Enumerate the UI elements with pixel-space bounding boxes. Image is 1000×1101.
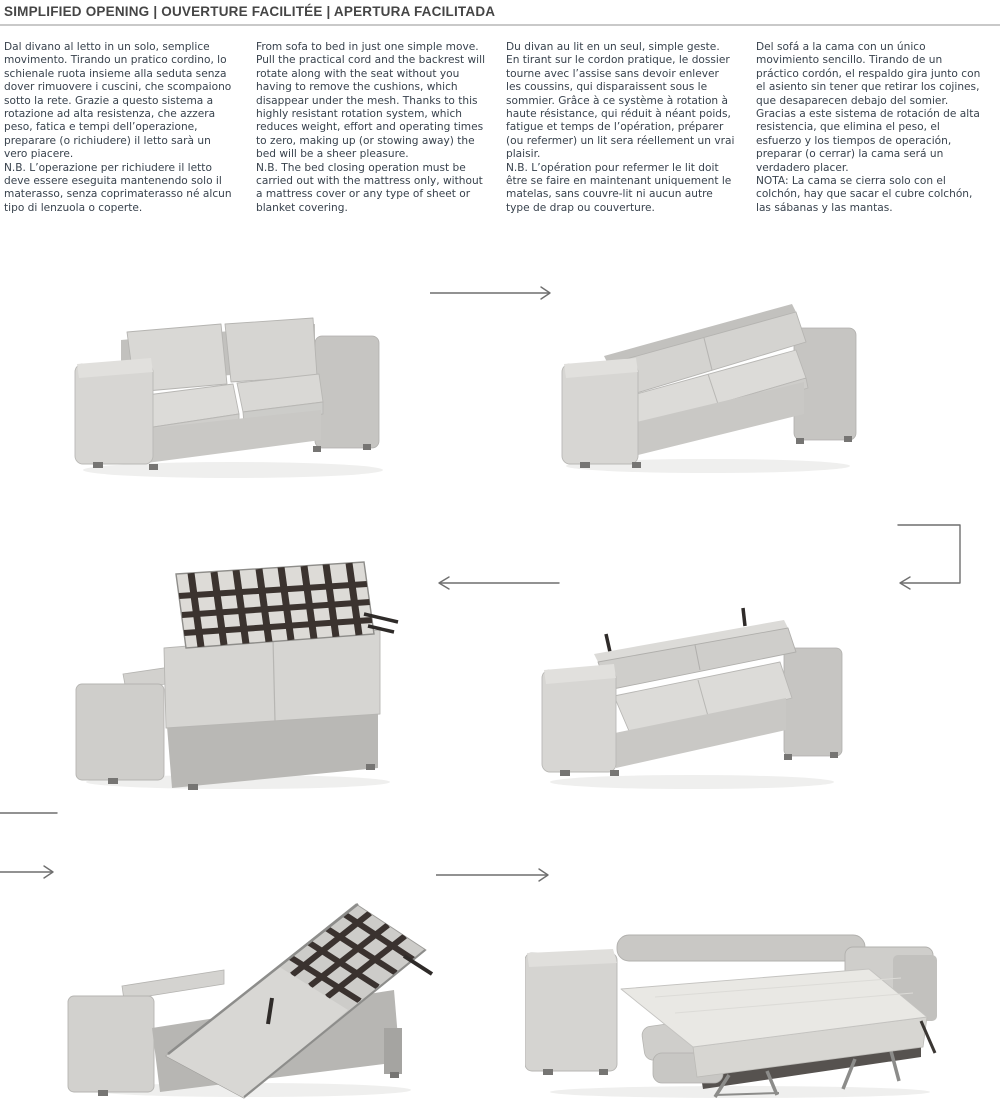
text-column-spanish — [756, 41, 985, 215]
paragraph-note: N.B. The bed closing operation must be carried out with the mattress only, without a mattress cover or any type of sheet or blanket covering. — [256, 161, 483, 214]
sofa-seat-slab-lifting-photo — [540, 600, 852, 792]
u-turn-arrow-right-edge-icon — [894, 518, 968, 594]
paragraph-body: Del sofá a la cama con un único movimiento sencillo. Tirando de un práctico cordón, el respaldo gira junto con el asiento sin tener que retirar los cojines, que desaparecen debajo del somier. Gracias a este sistema de rotación de alta resistencia, que elimina el peso, el esfuerzo y los tiempos de operación, preparar (o cerrar) la cama será un verdadero placer. — [756, 41, 981, 174]
paragraph-body: Dal divano al letto in un solo, semplice movimento. Tirando un pratico cordino, lo schienale ruota insieme alla seduta senza dover rimuovere i cuscini, che scompaiono sotto la rete. Grazie a questo sistema a rotazione ad alta resistenza, che azzera peso, fatica e tempi dell’operazione, preparare (o richiudere) il letto sarà un vero piacere. — [4, 41, 232, 161]
bed-unfolding-diagonal-photo — [64, 878, 442, 1100]
paragraph-note: NOTA: La cama se cierra solo con el colchón, hay que sacar el cubre colchón, las sábanas y las mantas. — [756, 175, 973, 214]
bed-fully-open-photo — [525, 925, 943, 1101]
sofa-rear-mesh-frame-photo — [68, 556, 403, 794]
bed-unfolding-diagonal-illustration — [64, 878, 442, 1100]
arrow-left-icon — [432, 576, 560, 590]
paragraph-body: Du divan au lit en un seul, simple geste. En tirant sur le cordon pratique, le dossier tourne avec l’assise sans devoir enlever les coussins, qui disparaissent sous le sommier. Grâce à ce système à rotation à haute résistance, qui réduit à néant poids, fatigue et temps de l’opération, préparer (ou refermer) un lit sera réellement un vrai plaisir. — [506, 41, 735, 161]
bed-fully-open-illustration — [525, 925, 943, 1101]
arrow-right-icon — [436, 868, 556, 882]
paragraph-note: N.B. L’opération pour refermer le lit doit être se faire en maintenant uniquement le matelas, sans couvre-lit ni aucun autre type de drap ou couverture. — [506, 161, 732, 214]
page-title: SIMPLIFIED OPENING | OUVERTURE FACILITÉE | APERTURA FACILITADA — [4, 4, 496, 19]
arrow-right-icon — [430, 286, 558, 300]
paragraph-note: N.B. L’operazione per richiudere il letto deve essere eseguita mantenendo solo il materasso, senza coprimaterasso né alcun tipo di lenzuola o coperte. — [4, 161, 232, 214]
sofa-closed-photo — [63, 298, 393, 483]
text-column-english — [256, 41, 485, 215]
sofa-closed-illustration — [63, 298, 393, 483]
header-divider — [0, 24, 1000, 26]
paragraph-body: From sofa to bed in just one simple move. Pull the practical cord and the backrest will rotate along with the seat without you having to remove the cushions, which disappear under the mesh. Thanks to this highly resistant rotation system, which reduces weight, effort and operating times to zero, making up (or stowing away) the bed will be a sheer pleasure. — [256, 41, 486, 161]
text-column-italian — [4, 41, 233, 215]
u-turn-arrow-left-edge-icon — [0, 806, 60, 880]
sofa-seat-slab-lifting-illustration — [540, 600, 852, 792]
sofa-rear-mesh-frame-illustration — [68, 556, 403, 794]
sofa-backrest-rotating-photo — [556, 286, 868, 478]
text-column-french — [506, 41, 735, 215]
sofa-backrest-rotating-illustration — [556, 286, 868, 478]
